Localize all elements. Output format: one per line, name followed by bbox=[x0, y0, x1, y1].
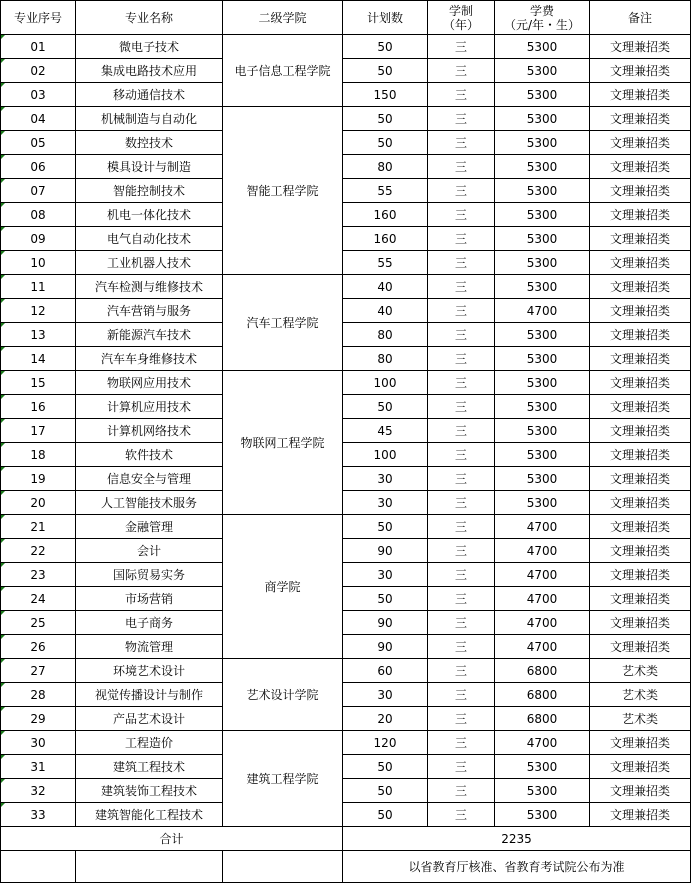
cell-plan: 30 bbox=[343, 491, 428, 515]
table-row bbox=[1, 323, 691, 347]
cell-major: 工程造价 bbox=[76, 731, 223, 755]
table-row bbox=[1, 779, 691, 803]
cell-fee: 4700 bbox=[495, 515, 590, 539]
cell-fee: 5300 bbox=[495, 275, 590, 299]
table-row bbox=[1, 251, 691, 275]
cell-duration: 三 bbox=[428, 443, 495, 467]
cell-seq: 15 bbox=[1, 371, 76, 395]
cell-plan: 50 bbox=[343, 779, 428, 803]
header-fee-line2: （元/年・生） bbox=[503, 17, 581, 32]
cell-plan: 40 bbox=[343, 299, 428, 323]
cell-plan: 30 bbox=[343, 563, 428, 587]
cell-duration: 三 bbox=[428, 131, 495, 155]
cell-fee: 6800 bbox=[495, 683, 590, 707]
cell-note: 文理兼招类 bbox=[590, 227, 691, 251]
cell-seq: 12 bbox=[1, 299, 76, 323]
cell-duration: 三 bbox=[428, 755, 495, 779]
cell-fee: 5300 bbox=[495, 371, 590, 395]
cell-seq: 26 bbox=[1, 635, 76, 659]
cell-note: 艺术类 bbox=[590, 707, 691, 731]
cell-fee: 4700 bbox=[495, 731, 590, 755]
cell-duration: 三 bbox=[428, 179, 495, 203]
cell-major: 金融管理 bbox=[76, 515, 223, 539]
cell-major: 汽车车身维修技术 bbox=[76, 347, 223, 371]
cell-major: 信息安全与管理 bbox=[76, 467, 223, 491]
footnote-row bbox=[1, 851, 691, 883]
cell-note: 艺术类 bbox=[590, 659, 691, 683]
header-plan: 计划数 bbox=[343, 1, 428, 35]
header-row bbox=[1, 1, 691, 35]
cell-plan: 20 bbox=[343, 707, 428, 731]
footnote-empty-major bbox=[76, 851, 223, 883]
cell-duration: 三 bbox=[428, 707, 495, 731]
cell-plan: 50 bbox=[343, 587, 428, 611]
cell-fee: 5300 bbox=[495, 467, 590, 491]
cell-plan: 45 bbox=[343, 419, 428, 443]
header-duration-line1: 学制 bbox=[448, 3, 473, 18]
cell-note: 文理兼招类 bbox=[590, 563, 691, 587]
cell-plan: 160 bbox=[343, 227, 428, 251]
cell-fee: 5300 bbox=[495, 203, 590, 227]
cell-fee: 5300 bbox=[495, 803, 590, 827]
cell-seq: 29 bbox=[1, 707, 76, 731]
table-row bbox=[1, 299, 691, 323]
cell-note: 文理兼招类 bbox=[590, 635, 691, 659]
table-row bbox=[1, 203, 691, 227]
cell-plan: 100 bbox=[343, 371, 428, 395]
table-row bbox=[1, 683, 691, 707]
cell-plan: 50 bbox=[343, 35, 428, 59]
cell-duration: 三 bbox=[428, 395, 495, 419]
cell-note: 艺术类 bbox=[590, 683, 691, 707]
header-fee-line1: 学费 bbox=[529, 3, 554, 18]
cell-duration: 三 bbox=[428, 275, 495, 299]
cell-note: 文理兼招类 bbox=[590, 35, 691, 59]
cell-duration: 三 bbox=[428, 515, 495, 539]
header-seq: 专业序号 bbox=[1, 1, 76, 35]
cell-major: 人工智能技术服务 bbox=[76, 491, 223, 515]
table-row bbox=[1, 131, 691, 155]
cell-major: 机械制造与自动化 bbox=[76, 107, 223, 131]
table-row bbox=[1, 107, 691, 131]
cell-fee: 5300 bbox=[495, 443, 590, 467]
cell-fee: 4700 bbox=[495, 611, 590, 635]
table-row bbox=[1, 179, 691, 203]
cell-fee: 4700 bbox=[495, 299, 590, 323]
cell-fee: 5300 bbox=[495, 323, 590, 347]
cell-fee: 5300 bbox=[495, 179, 590, 203]
cell-seq: 09 bbox=[1, 227, 76, 251]
cell-seq: 19 bbox=[1, 467, 76, 491]
cell-seq: 27 bbox=[1, 659, 76, 683]
table-row bbox=[1, 59, 691, 83]
cell-seq: 13 bbox=[1, 323, 76, 347]
cell-college: 物联网工程学院 bbox=[223, 371, 343, 515]
header-major: 专业名称 bbox=[76, 1, 223, 35]
cell-duration: 三 bbox=[428, 491, 495, 515]
table-row bbox=[1, 635, 691, 659]
cell-note: 文理兼招类 bbox=[590, 587, 691, 611]
cell-duration: 三 bbox=[428, 587, 495, 611]
cell-note: 文理兼招类 bbox=[590, 251, 691, 275]
cell-seq: 02 bbox=[1, 59, 76, 83]
cell-duration: 三 bbox=[428, 467, 495, 491]
cell-seq: 16 bbox=[1, 395, 76, 419]
cell-plan: 50 bbox=[343, 515, 428, 539]
cell-note: 文理兼招类 bbox=[590, 131, 691, 155]
table-row bbox=[1, 731, 691, 755]
cell-duration: 三 bbox=[428, 683, 495, 707]
cell-note: 文理兼招类 bbox=[590, 779, 691, 803]
table-row bbox=[1, 275, 691, 299]
cell-major: 汽车营销与服务 bbox=[76, 299, 223, 323]
cell-plan: 50 bbox=[343, 131, 428, 155]
cell-plan: 100 bbox=[343, 443, 428, 467]
cell-fee: 4700 bbox=[495, 635, 590, 659]
table-row bbox=[1, 611, 691, 635]
table-row bbox=[1, 419, 691, 443]
header-fee bbox=[495, 1, 590, 35]
cell-duration: 三 bbox=[428, 227, 495, 251]
cell-major: 视觉传播设计与制作 bbox=[76, 683, 223, 707]
cell-plan: 30 bbox=[343, 467, 428, 491]
cell-plan: 80 bbox=[343, 323, 428, 347]
header-college: 二级学院 bbox=[223, 1, 343, 35]
cell-note: 文理兼招类 bbox=[590, 203, 691, 227]
table-row bbox=[1, 491, 691, 515]
cell-plan: 50 bbox=[343, 395, 428, 419]
cell-note: 文理兼招类 bbox=[590, 419, 691, 443]
cell-fee: 5300 bbox=[495, 419, 590, 443]
cell-fee: 6800 bbox=[495, 659, 590, 683]
table-row bbox=[1, 155, 691, 179]
cell-college: 商学院 bbox=[223, 515, 343, 659]
cell-plan: 80 bbox=[343, 155, 428, 179]
cell-plan: 90 bbox=[343, 539, 428, 563]
table-row bbox=[1, 515, 691, 539]
table-row bbox=[1, 395, 691, 419]
cell-fee: 4700 bbox=[495, 563, 590, 587]
cell-duration: 三 bbox=[428, 347, 495, 371]
cell-college: 智能工程学院 bbox=[223, 107, 343, 275]
cell-fee: 5300 bbox=[495, 779, 590, 803]
cell-note: 文理兼招类 bbox=[590, 515, 691, 539]
cell-plan: 55 bbox=[343, 251, 428, 275]
cell-fee: 5300 bbox=[495, 251, 590, 275]
cell-major: 计算机网络技术 bbox=[76, 419, 223, 443]
total-label: 合计 bbox=[1, 827, 343, 851]
footnote-empty-college bbox=[223, 851, 343, 883]
cell-fee: 5300 bbox=[495, 59, 590, 83]
cell-plan: 150 bbox=[343, 83, 428, 107]
footnote-text: 以省教育厅核准、省教育考试院公布为准 bbox=[343, 851, 691, 883]
cell-note: 文理兼招类 bbox=[590, 107, 691, 131]
cell-note: 文理兼招类 bbox=[590, 803, 691, 827]
cell-seq: 23 bbox=[1, 563, 76, 587]
cell-fee: 6800 bbox=[495, 707, 590, 731]
cell-major: 机电一体化技术 bbox=[76, 203, 223, 227]
cell-major: 电气自动化技术 bbox=[76, 227, 223, 251]
cell-seq: 01 bbox=[1, 35, 76, 59]
cell-fee: 5300 bbox=[495, 755, 590, 779]
cell-note: 文理兼招类 bbox=[590, 155, 691, 179]
cell-fee: 5300 bbox=[495, 395, 590, 419]
cell-duration: 三 bbox=[428, 83, 495, 107]
cell-fee: 4700 bbox=[495, 539, 590, 563]
cell-note: 文理兼招类 bbox=[590, 491, 691, 515]
cell-duration: 三 bbox=[428, 323, 495, 347]
cell-major: 软件技术 bbox=[76, 443, 223, 467]
cell-duration: 三 bbox=[428, 299, 495, 323]
cell-fee: 5300 bbox=[495, 491, 590, 515]
cell-major: 市场营销 bbox=[76, 587, 223, 611]
cell-seq: 21 bbox=[1, 515, 76, 539]
cell-plan: 50 bbox=[343, 803, 428, 827]
cell-plan: 30 bbox=[343, 683, 428, 707]
cell-fee: 5300 bbox=[495, 107, 590, 131]
cell-note: 文理兼招类 bbox=[590, 83, 691, 107]
cell-duration: 三 bbox=[428, 659, 495, 683]
cell-major: 新能源汽车技术 bbox=[76, 323, 223, 347]
cell-seq: 20 bbox=[1, 491, 76, 515]
cell-plan: 160 bbox=[343, 203, 428, 227]
cell-note: 文理兼招类 bbox=[590, 755, 691, 779]
cell-seq: 14 bbox=[1, 347, 76, 371]
table-row bbox=[1, 563, 691, 587]
cell-plan: 40 bbox=[343, 275, 428, 299]
cell-seq: 04 bbox=[1, 107, 76, 131]
cell-duration: 三 bbox=[428, 203, 495, 227]
cell-college: 电子信息工程学院 bbox=[223, 35, 343, 107]
cell-fee: 4700 bbox=[495, 587, 590, 611]
table-row bbox=[1, 35, 691, 59]
header-duration-line2: （年） bbox=[442, 17, 479, 32]
cell-duration: 三 bbox=[428, 539, 495, 563]
cell-fee: 5300 bbox=[495, 35, 590, 59]
table-row bbox=[1, 347, 691, 371]
cell-duration: 三 bbox=[428, 731, 495, 755]
cell-seq: 22 bbox=[1, 539, 76, 563]
cell-plan: 90 bbox=[343, 611, 428, 635]
cell-note: 文理兼招类 bbox=[590, 371, 691, 395]
cell-seq: 18 bbox=[1, 443, 76, 467]
cell-college: 艺术设计学院 bbox=[223, 659, 343, 731]
cell-duration: 三 bbox=[428, 803, 495, 827]
cell-seq: 03 bbox=[1, 83, 76, 107]
cell-college: 汽车工程学院 bbox=[223, 275, 343, 371]
cell-major: 物流管理 bbox=[76, 635, 223, 659]
cell-plan: 80 bbox=[343, 347, 428, 371]
cell-seq: 30 bbox=[1, 731, 76, 755]
cell-seq: 06 bbox=[1, 155, 76, 179]
cell-major: 数控技术 bbox=[76, 131, 223, 155]
cell-fee: 5300 bbox=[495, 227, 590, 251]
cell-note: 文理兼招类 bbox=[590, 731, 691, 755]
cell-seq: 31 bbox=[1, 755, 76, 779]
table-row bbox=[1, 443, 691, 467]
table-row bbox=[1, 659, 691, 683]
cell-note: 文理兼招类 bbox=[590, 275, 691, 299]
header-duration bbox=[428, 1, 495, 35]
cell-major: 工业机器人技术 bbox=[76, 251, 223, 275]
footnote-empty-seq bbox=[1, 851, 76, 883]
total-row bbox=[1, 827, 691, 851]
cell-duration: 三 bbox=[428, 635, 495, 659]
cell-note: 文理兼招类 bbox=[590, 179, 691, 203]
cell-major: 物联网应用技术 bbox=[76, 371, 223, 395]
cell-major: 汽车检测与维修技术 bbox=[76, 275, 223, 299]
cell-major: 电子商务 bbox=[76, 611, 223, 635]
cell-plan: 60 bbox=[343, 659, 428, 683]
cell-note: 文理兼招类 bbox=[590, 539, 691, 563]
cell-seq: 08 bbox=[1, 203, 76, 227]
cell-major: 集成电路技术应用 bbox=[76, 59, 223, 83]
cell-major: 建筑装饰工程技术 bbox=[76, 779, 223, 803]
cell-plan: 55 bbox=[343, 179, 428, 203]
cell-fee: 5300 bbox=[495, 347, 590, 371]
cell-duration: 三 bbox=[428, 371, 495, 395]
cell-note: 文理兼招类 bbox=[590, 611, 691, 635]
table-row bbox=[1, 371, 691, 395]
cell-note: 文理兼招类 bbox=[590, 395, 691, 419]
cell-seq: 11 bbox=[1, 275, 76, 299]
cell-major: 计算机应用技术 bbox=[76, 395, 223, 419]
cell-duration: 三 bbox=[428, 59, 495, 83]
cell-duration: 三 bbox=[428, 107, 495, 131]
cell-plan: 50 bbox=[343, 755, 428, 779]
cell-duration: 三 bbox=[428, 35, 495, 59]
cell-note: 文理兼招类 bbox=[590, 443, 691, 467]
cell-duration: 三 bbox=[428, 155, 495, 179]
cell-fee: 5300 bbox=[495, 83, 590, 107]
cell-plan: 120 bbox=[343, 731, 428, 755]
cell-major: 微电子技术 bbox=[76, 35, 223, 59]
cell-duration: 三 bbox=[428, 563, 495, 587]
cell-duration: 三 bbox=[428, 779, 495, 803]
cell-major: 智能控制技术 bbox=[76, 179, 223, 203]
table-row bbox=[1, 83, 691, 107]
cell-duration: 三 bbox=[428, 611, 495, 635]
total-value: 2235 bbox=[343, 827, 691, 851]
cell-note: 文理兼招类 bbox=[590, 347, 691, 371]
cell-note: 文理兼招类 bbox=[590, 59, 691, 83]
cell-plan: 50 bbox=[343, 107, 428, 131]
cell-major: 建筑智能化工程技术 bbox=[76, 803, 223, 827]
table-row bbox=[1, 707, 691, 731]
cell-plan: 50 bbox=[343, 59, 428, 83]
cell-note: 文理兼招类 bbox=[590, 299, 691, 323]
cell-seq: 33 bbox=[1, 803, 76, 827]
cell-seq: 24 bbox=[1, 587, 76, 611]
table-row bbox=[1, 539, 691, 563]
cell-seq: 28 bbox=[1, 683, 76, 707]
cell-seq: 17 bbox=[1, 419, 76, 443]
cell-major: 建筑工程技术 bbox=[76, 755, 223, 779]
cell-plan: 90 bbox=[343, 635, 428, 659]
cell-major: 国际贸易实务 bbox=[76, 563, 223, 587]
table-body bbox=[1, 35, 691, 827]
cell-major: 会计 bbox=[76, 539, 223, 563]
cell-college: 建筑工程学院 bbox=[223, 731, 343, 827]
cell-seq: 25 bbox=[1, 611, 76, 635]
cell-major: 模具设计与制造 bbox=[76, 155, 223, 179]
table-row bbox=[1, 467, 691, 491]
cell-note: 文理兼招类 bbox=[590, 323, 691, 347]
cell-fee: 5300 bbox=[495, 155, 590, 179]
cell-duration: 三 bbox=[428, 251, 495, 275]
header-note: 备注 bbox=[590, 1, 691, 35]
cell-seq: 05 bbox=[1, 131, 76, 155]
cell-fee: 5300 bbox=[495, 131, 590, 155]
table-row bbox=[1, 803, 691, 827]
table-row bbox=[1, 587, 691, 611]
cell-note: 文理兼招类 bbox=[590, 467, 691, 491]
cell-major: 移动通信技术 bbox=[76, 83, 223, 107]
cell-duration: 三 bbox=[428, 419, 495, 443]
cell-seq: 07 bbox=[1, 179, 76, 203]
table-row bbox=[1, 227, 691, 251]
cell-major: 环境艺术设计 bbox=[76, 659, 223, 683]
cell-major: 产品艺术设计 bbox=[76, 707, 223, 731]
table-row bbox=[1, 755, 691, 779]
cell-seq: 32 bbox=[1, 779, 76, 803]
cell-seq: 10 bbox=[1, 251, 76, 275]
